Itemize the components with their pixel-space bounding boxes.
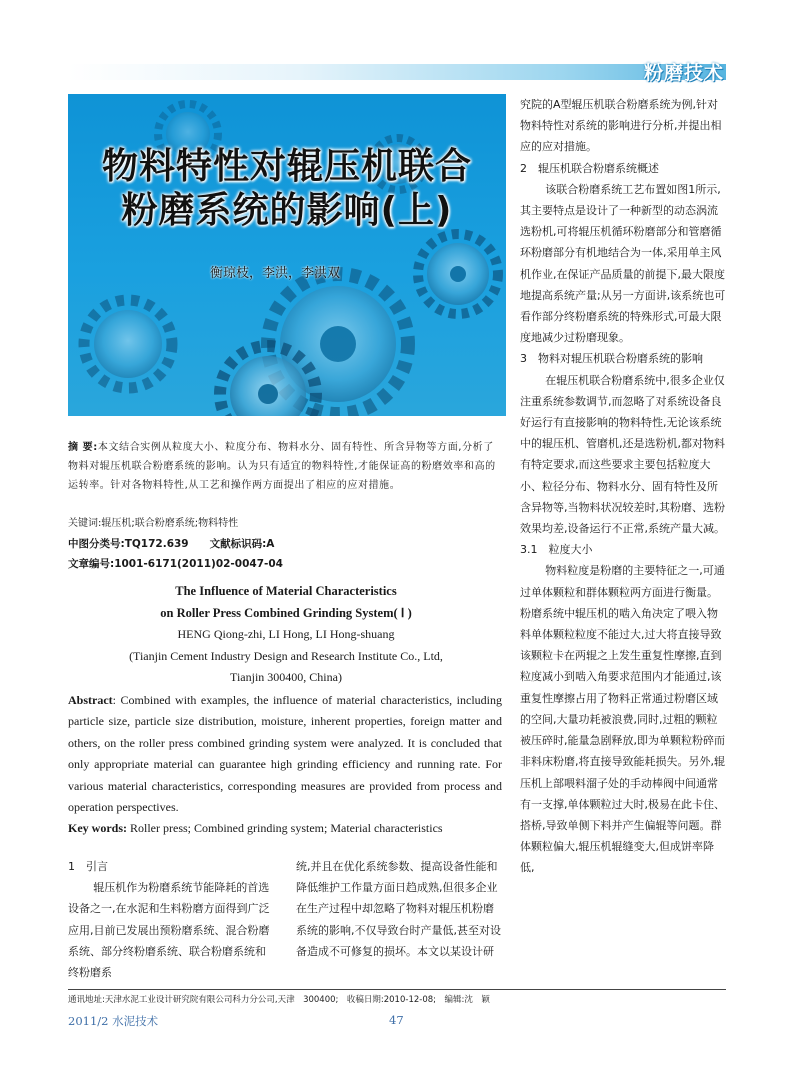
abstract-text-en: : Combined with examples, the influence of material characteristics, including particle size, particle size distribution, moisture, inherent properties, foreign matter and others, on the roller press combined grinding system were analyzed. It is concluded that only appropriate material can guarantee high grinding efficiency and running rate. For various material characteristics, corresponding measures are provided from process and operation perspectives. xyxy=(68,693,502,815)
article-meta xyxy=(68,514,504,574)
keywords-label-en: Key words: xyxy=(68,821,127,836)
keywords-text-en: Roller press; Combined grinding system; Material characteristics xyxy=(127,821,443,836)
middle-column xyxy=(296,856,504,962)
body-paragraph: 物料粒度是粉磨的主要特征之一,可通过单体颗粒和群体颗粒两方面进行衡量。粉磨系统中辊压机的啮入角决定了喂入物料单体颗粒粒度不能过大,过大将直接导致该颗粒卡在两辊之上发生重复性摩擦,直到粒度减小到啮入角要求范围内才能通过,该重复性摩擦占用了物料正常通过粉磨区域的空间,大量功耗被浪费,同时,过粗的颗粒被压碎时,能量急剧释放,即为单颗粒粉碎而非料床粉磨,将直接导致能耗损失。另外,辊压机上部喂料溜子处的手动棒阀中间通常有一支撑,单体颗粒过大时,极易在此卡住、搭桥,导致单侧下料并产生偏辊等问题。群体颗粒偏大,辊压机辊缝变大,但成饼率降低, xyxy=(520,564,725,875)
english-title-line1: The Influence of Material Characteristics xyxy=(175,584,397,598)
section-label: 粉磨技术 xyxy=(643,62,724,84)
body-paragraph: 究院的A型辊压机联合粉磨系统为例,针对物料特性对系统的影响进行分析,并提出相应的应对措施。 xyxy=(520,98,722,154)
english-authors: HENG Qiong-zhi, LI Hong, LI Hong-shuang xyxy=(177,627,395,641)
left-column xyxy=(68,856,274,983)
keywords-chinese: 关键词:辊压机;联合粉磨系统;物料特性 xyxy=(68,518,239,529)
section-heading: 3 物料对辊压机联合粉磨系统的影响 xyxy=(520,352,703,366)
abstract-label: 摘 要: xyxy=(68,442,98,453)
footer-issue: 2011/2 水泥技术 xyxy=(68,1014,159,1028)
subsection-heading: 3.1 粒度大小 xyxy=(520,543,593,557)
article-number: 文章编号:1001-6171(2011)02-0047-04 xyxy=(68,558,283,570)
body-paragraph: 辊压机作为粉磨系统节能降耗的首选设备之一,在水泥和生料粉磨方面得到广泛应用,目前已发展出预粉磨系统、混合粉磨系统、部分终粉磨系统、联合粉磨系统和终粉磨系 xyxy=(68,881,270,980)
article-title-line2: 粉磨系统的影响(上) xyxy=(121,190,453,231)
abstract-label-en: Abstract xyxy=(68,693,113,707)
header-gradient-bar xyxy=(68,64,726,80)
section-heading: 1 引言 xyxy=(68,860,108,873)
article-title-line1: 物料特性对辊压机联合 xyxy=(101,146,472,187)
english-affiliation-line1: (Tianjin Cement Industry Design and Research Institute Co., Ltd, xyxy=(129,649,443,663)
footnote-divider xyxy=(68,989,726,990)
abstract-chinese xyxy=(68,438,504,496)
body-paragraph: 该联合粉磨系统工艺布置如图1所示,其主要特点是设计了一种新型的动态涡流选粉机,可将辊压机循环粉磨部分和管磨循环粉磨部分有机地结合为一体,采用单主风机作业,在保证产品质量的前提下,最大限度地提高系统产量;从另一方面讲,该系统也可看作部分终粉磨系统的特殊形式,可最大限度地减少过粉磨现象。 xyxy=(520,182,726,345)
classification-number: 中图分类号:TQ172.639 文献标识码:A xyxy=(68,538,275,550)
section-heading: 2 辊压机联合粉磨系统概述 xyxy=(520,161,659,175)
gear-icon-right xyxy=(418,234,498,314)
hero-banner xyxy=(68,94,506,416)
gear-icon-left xyxy=(84,300,172,388)
article-authors: 衡琼枝，李洪，李洪双 xyxy=(210,266,341,281)
abstract-english xyxy=(68,690,502,840)
gear-icon-center xyxy=(220,346,316,416)
english-title-line2: on Roller Press Combined Grinding System( Ⅰ ) xyxy=(160,606,412,620)
footnote: 通讯地址:天津水泥工业设计研究院有限公司科力分公司,天津 300400; 收稿日期:2010-12-08; 编辑:沈 颖 xyxy=(68,995,490,1005)
body-paragraph: 在辊压机联合粉磨系统中,很多企业仅注重系统参数调节,而忽略了对系统设备良好运行有直接影响的物料特性,无论该系统中的辊压机、管磨机,还是选粉机,都对物料有特定要求,而这些要求主要包括粒度大小、粒径分布、物料水分、固有特性及所含异物等,当物料状况较差时,其粉磨、选粉效果均差,设备运行不正常,系统产量大减。 xyxy=(520,373,725,536)
page-number: 47 xyxy=(389,1013,404,1027)
abstract-text: 本文结合实例从粒度大小、粒度分布、物料水分、固有特性、所含异物等方面,分析了物料对辊压机联合粉磨系统的影响。认为只有适宜的物料特性,才能保证高的粉磨效率和高的运转率。针对各物料特性,从工艺和操作两方面提出了相应的应对措施。 xyxy=(68,442,496,492)
body-paragraph: 统,并且在优化系统参数、提高设备性能和降低维护工作量方面日趋成熟,但很多企业在生产过程中却忽略了物料对辊压机粉磨系统的影响,不仅导致台时产量低,甚至对设备造成不可修复的损坏。本文以某设计研 xyxy=(296,860,501,958)
right-column xyxy=(520,94,728,879)
english-affiliation-line2: Tianjin 300400, China) xyxy=(230,670,342,684)
